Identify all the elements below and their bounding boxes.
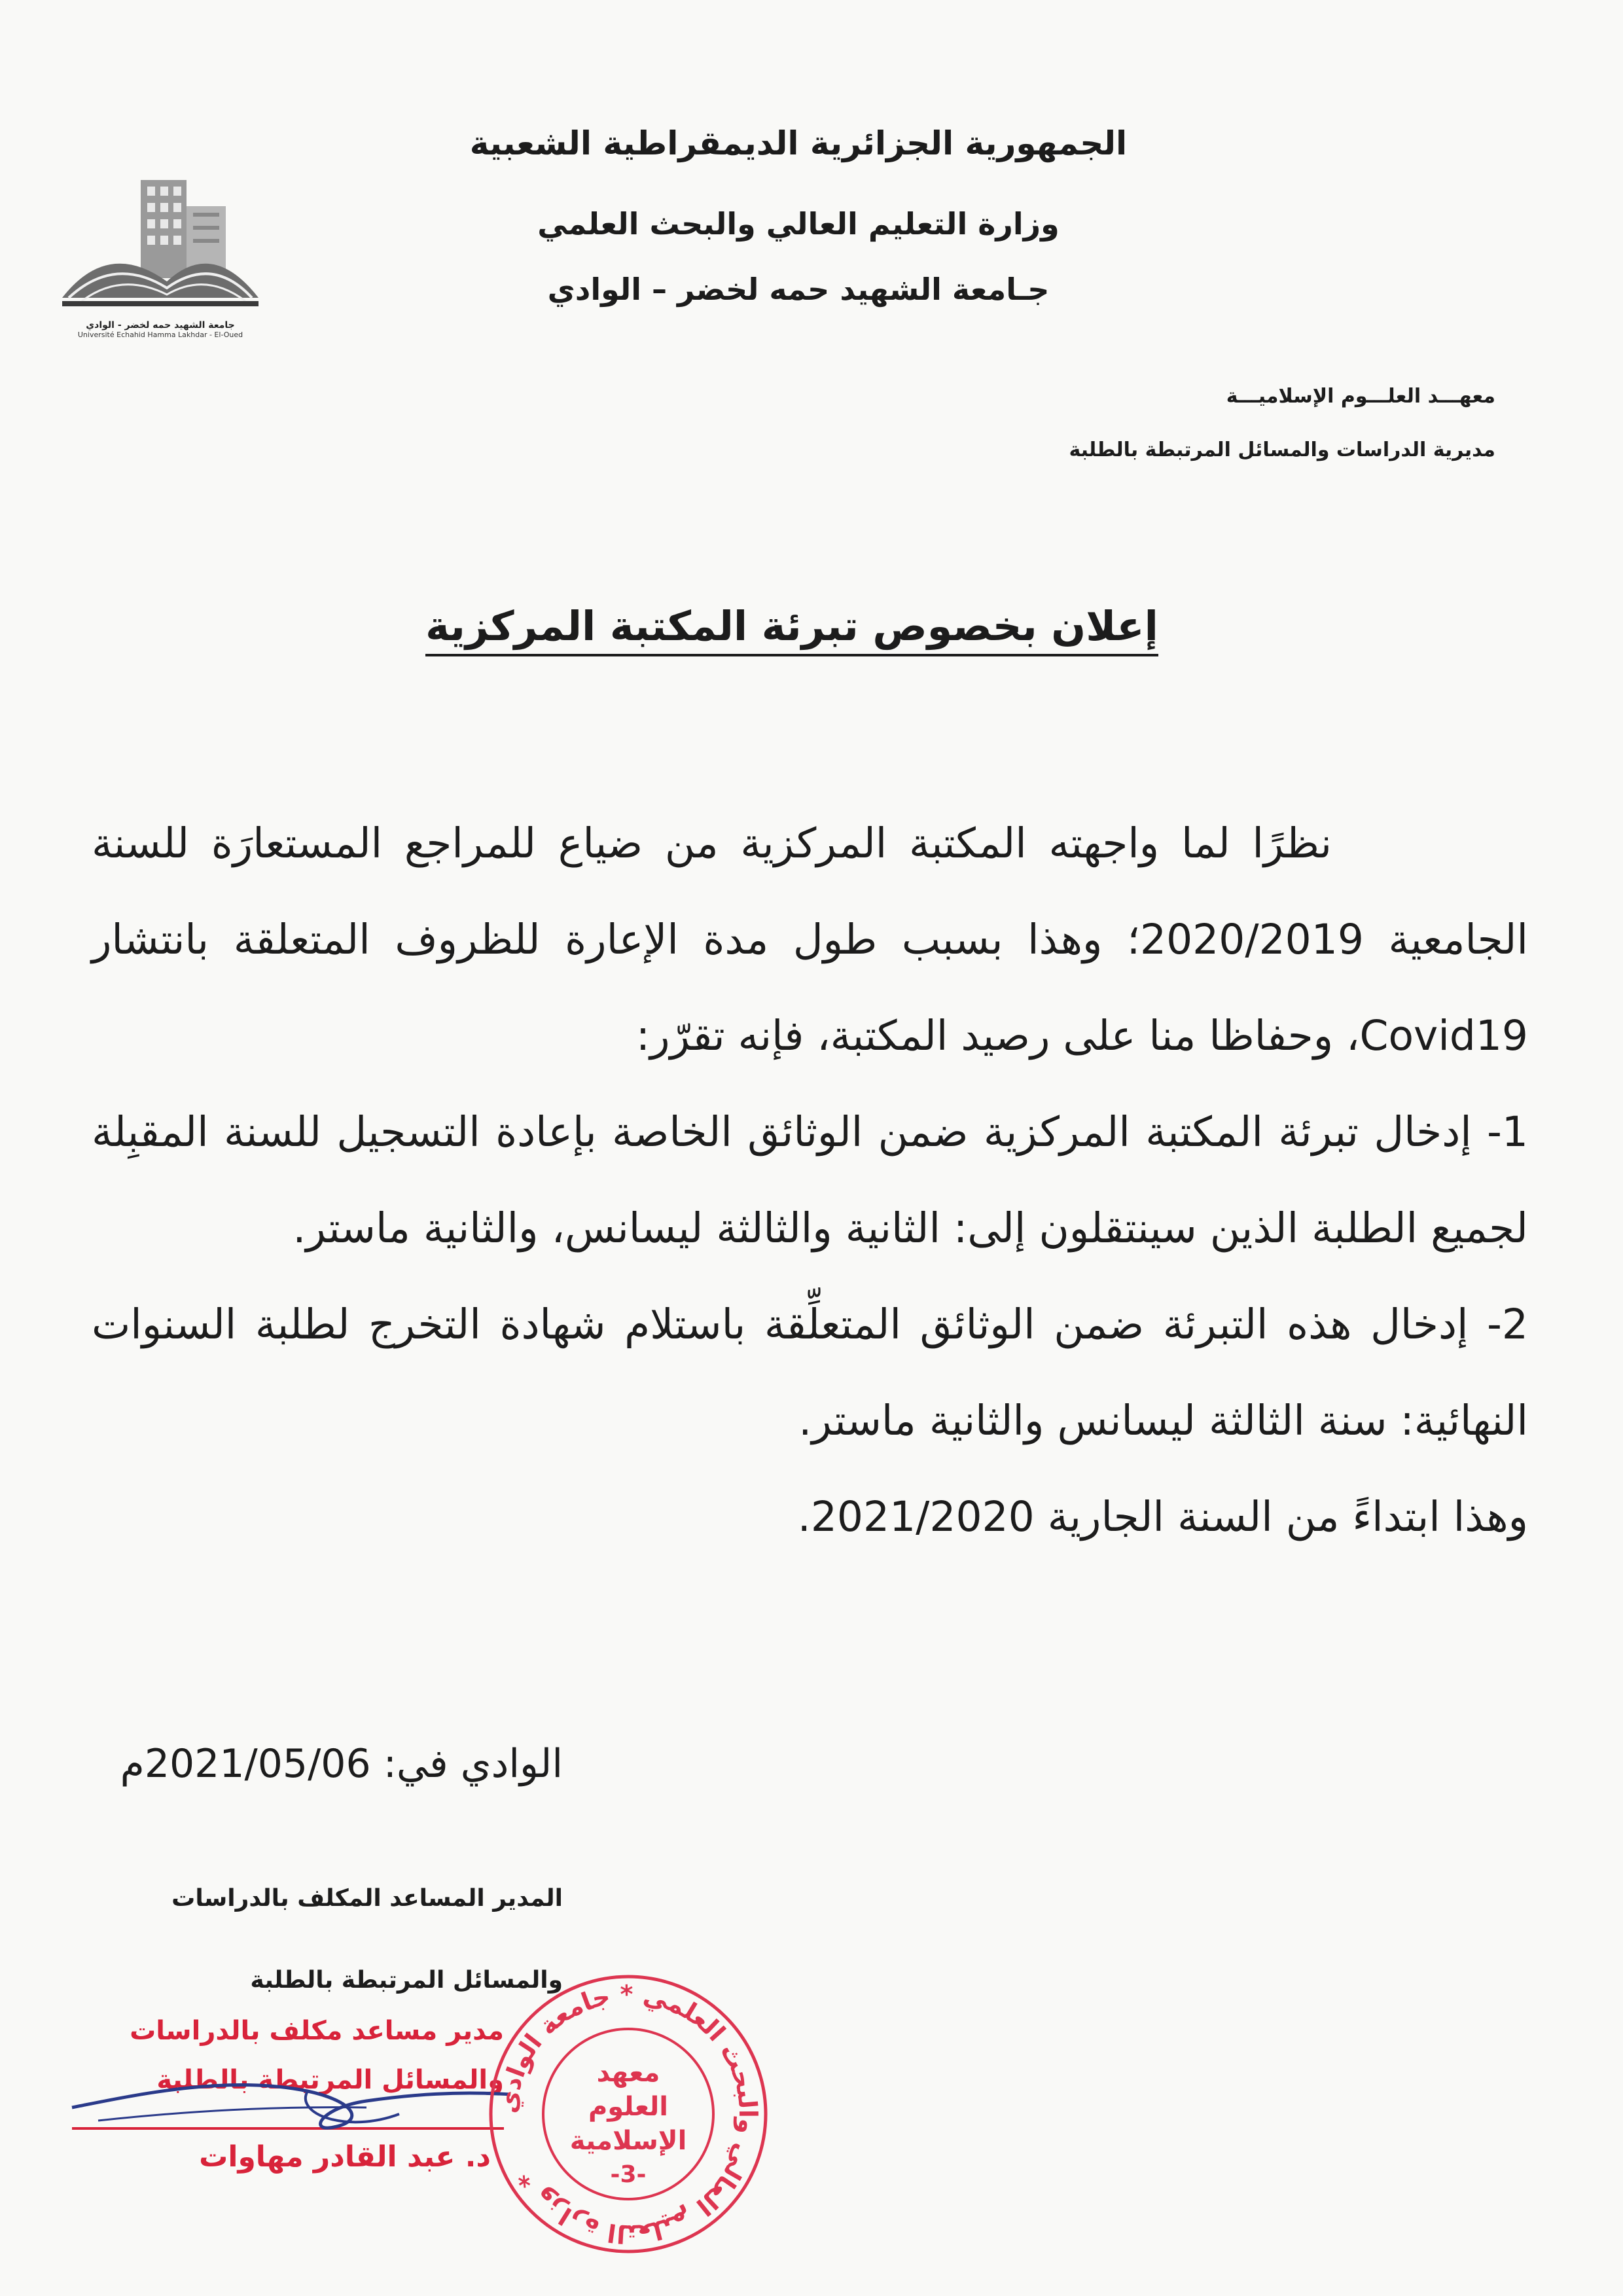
signature-title-line2: والمسائل المرتبطة بالطلبة	[250, 1967, 563, 1994]
stamp-center-line3: الإسلامية	[569, 2126, 687, 2156]
round-stamp-seal-icon	[478, 1964, 779, 2265]
stamp-center-line2: العلوم	[588, 2092, 669, 2122]
logo-caption-french: Université Echahid Hamma Lakhdar - El-Oued	[77, 331, 243, 339]
logo-caption-arabic: جامعة الشهيد حمه لخضر - الوادي	[86, 320, 235, 331]
round-stamp	[478, 1964, 779, 2265]
stamp-title-line1: مدير مساعد مكلف بالدراسات	[130, 2016, 504, 2046]
announcement-title-text: إعلان بخصوص تبرئة المكتبة المركزية	[425, 602, 1158, 656]
institute-name: معهـــد العلـــوم الإسلاميـــة	[1226, 385, 1495, 408]
stamp-center-line1: معهد	[596, 2058, 660, 2088]
stamp-name: د. عبد القادر مهاوات	[199, 2140, 491, 2174]
announcement-title	[366, 602, 1217, 650]
body-closing: وهذا ابتداءً من السنة الجارية 2021/2020.	[797, 1493, 1528, 1541]
university-building-icon	[56, 167, 265, 317]
stamp-ring-text: وزارة التعليم العالي والبحث العلمي * جامعة الوادي *	[493, 1979, 763, 2249]
official-stamp	[59, 2003, 517, 2199]
handwritten-signature-icon	[59, 2029, 517, 2160]
header-republic: الجمهورية الجزائرية الديمقراطية الشعبية	[469, 124, 1128, 162]
announcement-body	[92, 795, 1528, 1565]
header-ministry: وزارة التعليم العالي والبحث العلمي	[537, 206, 1060, 242]
signature-title-line1: المدير المساعد المكلف بالدراسات	[171, 1885, 563, 1912]
stamp-title-line2: والمسائل المرتبطة بالطلبة	[156, 2065, 504, 2095]
university-logo	[56, 167, 265, 357]
header-university: جـامعة الشهيد حمه لخضر – الوادي	[547, 272, 1050, 307]
date-line: الوادي في: 2021/05/06م	[120, 1741, 563, 1787]
stamp-center-line4: -3-	[610, 2161, 647, 2188]
institute-directorate: مديرية الدراسات والمسائل المرتبطة بالطلبة	[1069, 439, 1495, 461]
body-intro: نظرًا لما واجهته المكتبة المركزية من ضياع للمراجع المستعارَة للسنة الجامعية 2020/2019؛ وهذا بسبب طول مدة الإعارة للظروف المتعلقة بانتشار Covid19، وحفاظا منا على رصيد المكتبة، فإنه تقرّر:	[92, 819, 1529, 1060]
body-item-2: 2- إدخال هذه التبرئة ضمن الوثائق المتعلِّقة باستلام شهادة التخرج لطلبة السنوات النهائية: سنة الثالثة ليسانس والثانية ماستر.	[92, 1300, 1528, 1444]
body-item-1: 1- إدخال تبرئة المكتبة المركزية ضمن الوثائق الخاصة بإعادة التسجيل للسنة المقبِلة لجميع الطلبة الذين سينتقلون إلى: الثانية والثالثة ليسانس، والثانية ماستر.	[92, 1108, 1528, 1252]
